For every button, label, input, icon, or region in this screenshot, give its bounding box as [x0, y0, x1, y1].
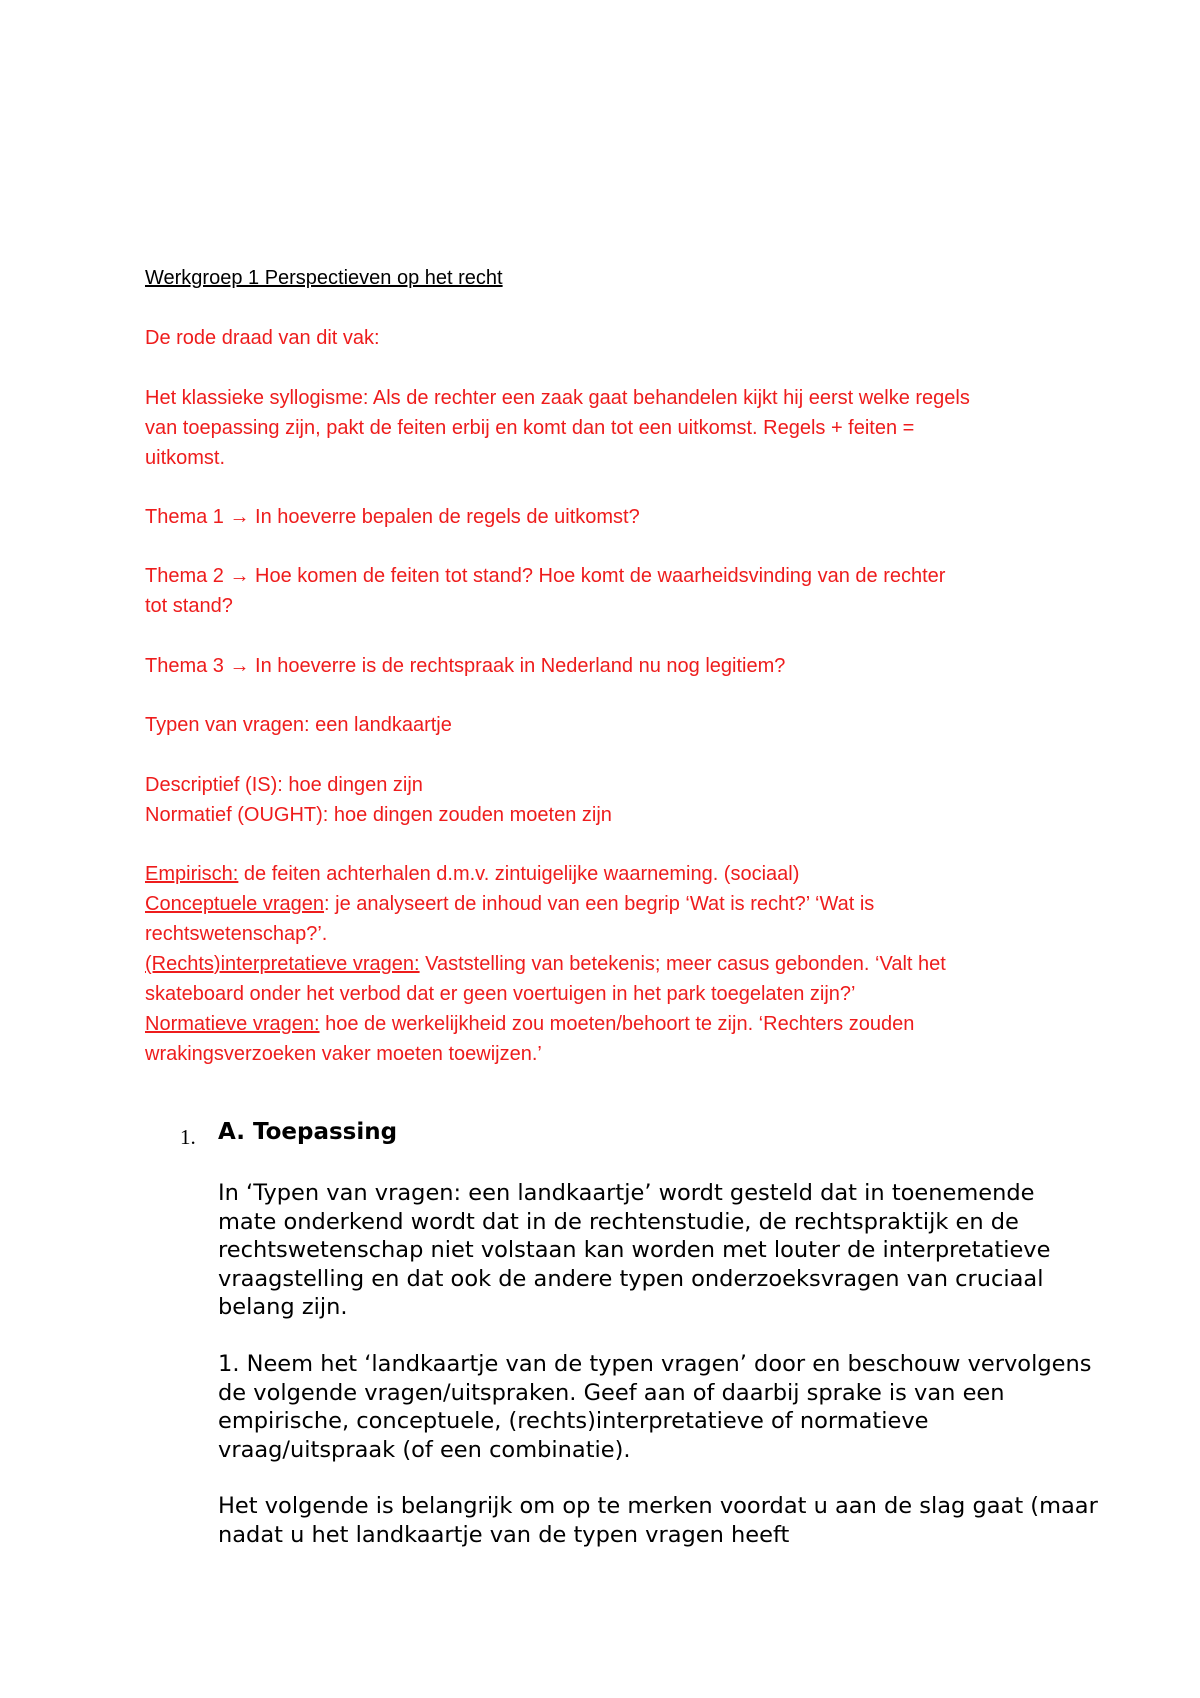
empirisch-label: Empirisch:	[145, 863, 239, 885]
normatieve-line-2: wrakingsverzoeken vaker moeten toewijzen.’	[145, 1043, 542, 1065]
interpretatief-line-1	[145, 949, 946, 979]
paragraph-1: In ‘Typen van vragen: een landkaartje’ wordt gesteld dat in toenemende mate onderkend wordt dat in de rechtenstudie, de rechtspraktijk en de rechtswetenschap niet volstaan kan worden met louter de interpretatieve vraagstelling en dat ook de andere typen onderzoeksvragen van cruciaal belang zijn.	[218, 1180, 1051, 1320]
normatieve-text: hoe de werkelijkheid zou moeten/behoort te zijn. ‘Rechters zouden	[319, 1013, 915, 1035]
normatief-line: Normatief (OUGHT): hoe dingen zouden moeten zijn	[145, 804, 612, 826]
paragraph-2: 1. Neem het ‘landkaartje van de typen vragen’ door en beschouw vervolgens de volgende vragen/uitspraken. Geef aan of daarbij sprake is van een empirische, conceptuele, (rechts)interpretatieve of normatieve vraag/uitspraak (of een combinatie).	[218, 1351, 1092, 1463]
conceptueel-line-2: rechtswetenschap?’.	[145, 923, 328, 945]
interpretatief-label: (Rechts)interpretatieve vragen:	[145, 953, 420, 975]
syllogisme-line-2: van toepassing zijn, pakt de feiten erbij en komt dan tot een uitkomst. Regels + feiten =	[145, 417, 915, 439]
descriptief-line: Descriptief (IS): hoe dingen zijn	[145, 774, 423, 796]
typen-van-vragen: Typen van vragen: een landkaartje	[145, 714, 452, 736]
syllogisme-line-3: uitkomst.	[145, 447, 226, 469]
conceptueel-label: Conceptuele vragen	[145, 893, 325, 915]
syllogisme-line-1: Het klassieke syllogisme: Als de rechter een zaak gaat behandelen kijkt hij eerst welke regels	[145, 387, 970, 409]
interpretatief-text: Vaststelling van betekenis; meer casus gebonden. ‘Valt het	[419, 953, 946, 975]
rode-draad-heading: De rode draad van dit vak:	[145, 327, 380, 349]
conceptueel-line-1	[145, 889, 874, 919]
thema-1: Thema 1 → In hoeverre bepalen de regels de uitkomst?	[145, 506, 640, 528]
list-number: 1.	[180, 1125, 196, 1149]
document-title: Werkgroep 1 Perspectieven op het recht	[145, 267, 503, 289]
normatieve-label: Normatieve vragen:	[145, 1013, 320, 1035]
thema-3: Thema 3 → In hoeverre is de rechtspraak in Nederland nu nog legitiem?	[145, 655, 786, 677]
section-heading: A. Toepassing	[218, 1119, 398, 1145]
thema-2-line-2: tot stand?	[145, 595, 233, 617]
conceptueel-text: : je analyseert de inhoud van een begrip ‘Wat is recht?’ ‘Wat is	[324, 893, 875, 915]
empirisch-line	[145, 859, 799, 889]
empirisch-text: de feiten achterhalen d.m.v. zintuigelijke waarneming. (sociaal)	[238, 863, 800, 885]
normatieve-line-1	[145, 1009, 914, 1039]
thema-2-line-1: Thema 2 → Hoe komen de feiten tot stand? Hoe komt de waarheidsvinding van de rechter	[145, 565, 946, 587]
interpretatief-line-2: skateboard onder het verbod dat er geen voertuigen in het park toegelaten zijn?’	[145, 983, 856, 1005]
paragraph-3: Het volgende is belangrijk om op te merken voordat u aan de slag gaat (maar nadat u het landkaartje van de typen vragen heeft	[218, 1493, 1098, 1548]
